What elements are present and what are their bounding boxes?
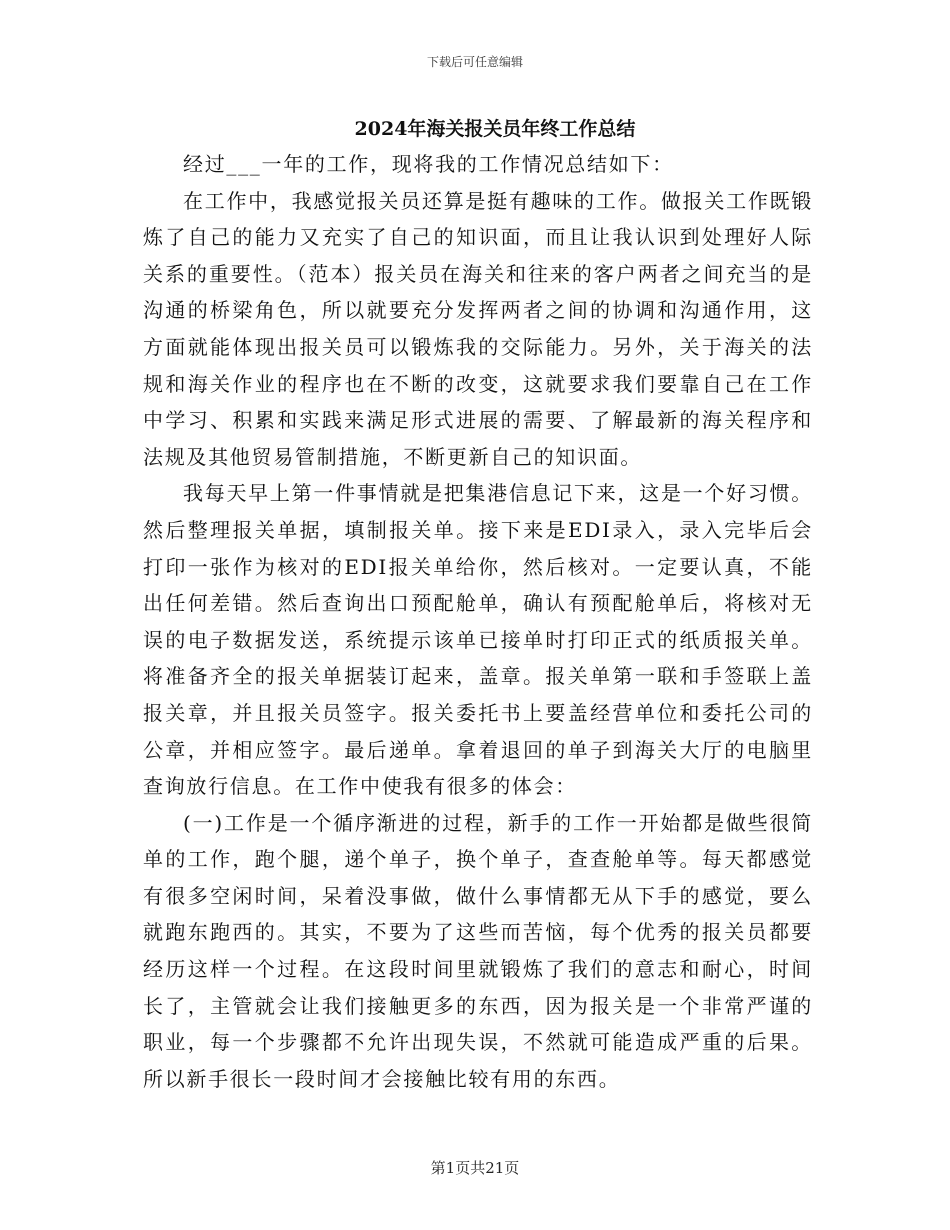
document-body [143,146,813,1097]
paragraph-point-one: (一)工作是一个循序渐进的过程，新手的工作一开始都是做些很简单的工作，跑个腿，递个单子，换个单子，查查舱单等。每天都感觉有很多空闲时间，呆着没事做，做什么事情都无从下手的感觉，要么就跑东跑西的。其实，不要为了这些而苦恼，每个优秀的报关员都要经历这样一个过程。在这段时间里就锻炼了我们的意志和耐心，时间长了，主管就会让我们接触更多的东西，因为报关是一个非常严谨的职业，每一个步骤都不允许出现失误，不然就可能造成严重的后果。所以新手很长一段时间才会接触比较有用的东西。 [143,810,813,1091]
paragraph-daily-routine: 我每天早上第一件事情就是把集港信息记下来，这是一个好习惯。然后整理报关单据，填制报关单。接下来是EDI录入，录入完毕后会打印一张作为核对的EDI报关单给你，然后核对。一定要认真，不能出任何差错。然后查询出口预配舱单，确认有预配舱单后，将核对无误的电子数据发送，系统提示该单已接单时打印正式的纸质报关单。将准备齐全的报关单据装订起来，盖章。报关单第一联和手签联上盖报关章，并且报关员签字。报关委托书上要盖经营单位和委托公司的公章，并相应签字。最后递单。拿着退回的单子到海关大厅的电脑里查询放行信息。在工作中使我有很多的体会： [143,481,813,799]
header-note: 下载后可任意编辑 [426,55,523,69]
document-title: 2024年海关报关员年终工作总结 [354,118,636,140]
page-number-footer: 第1页共21页 [430,1159,520,1177]
paragraph-work-feelings: 在工作中，我感觉报关员还算是挺有趣味的工作。做报关工作既锻炼了自己的能力又充实了自己的知识面，而且让我认识到处理好人际关系的重要性。（范本）报关员在海关和往来的客户两者之间充当的是沟通的桥梁角色，所以就要充分发挥两者之间的协调和沟通作用，这方面就能体现出报关员可以锻炼我的交际能力。另外，关于海关的法规和海关作业的程序也在不断的改变，这就要求我们要靠自己在工作中学习、积累和实践来满足形式进展的需要、了解最新的海关程序和法规及其他贸易管制措施，不断更新自己的知识面。 [143,188,813,469]
paragraph-intro: 经过___一年的工作，现将我的工作情况总结如下： [183,152,674,176]
